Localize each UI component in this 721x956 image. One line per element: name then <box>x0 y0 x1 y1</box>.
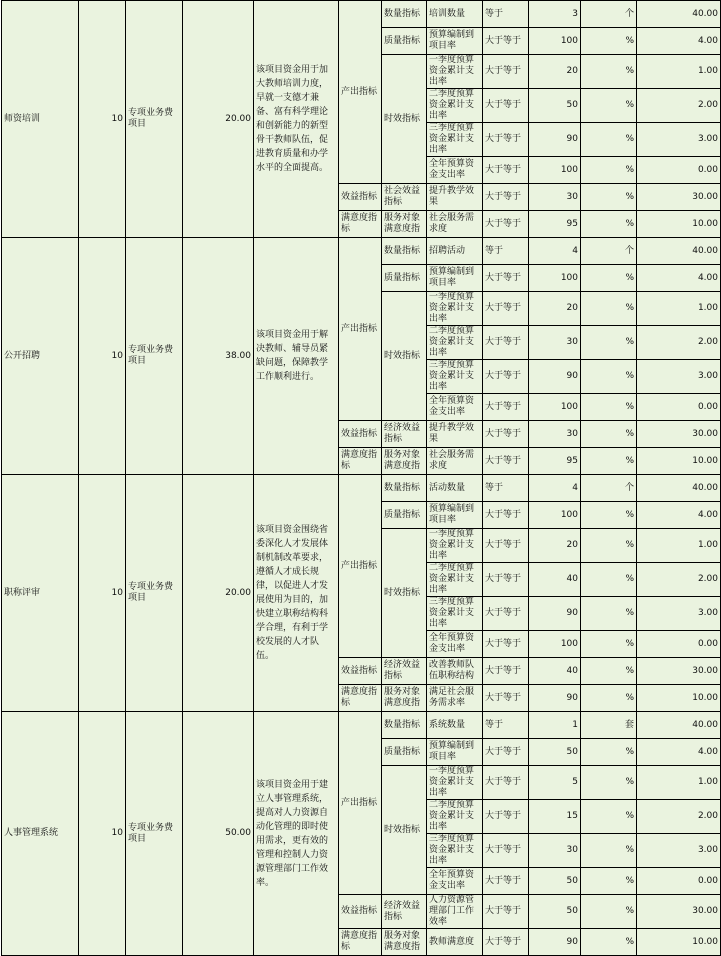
indicator-level1: 产出指标 <box>339 712 382 895</box>
indicator-name: 一季度预算资金累计支出率 <box>427 766 483 800</box>
indicator-level2: 经济效益指标 <box>382 895 427 929</box>
indicator-unit: 个 <box>581 475 637 502</box>
indicator-level2: 数量指标 <box>382 475 427 502</box>
indicator-name: 活动数量 <box>427 475 483 502</box>
indicator-value: 100 <box>529 394 581 421</box>
indicator-name: 全年预算资金支出率 <box>427 631 483 658</box>
indicator-unit: % <box>581 631 637 658</box>
indicator-score: 10.00 <box>637 685 721 712</box>
indicator-operator: 大于等于 <box>483 868 529 895</box>
indicator-unit: % <box>581 895 637 929</box>
indicator-operator: 大于等于 <box>483 211 529 238</box>
indicator-unit: % <box>581 766 637 800</box>
indicator-unit: % <box>581 184 637 211</box>
indicator-operator: 大于等于 <box>483 597 529 631</box>
indicator-unit: % <box>581 868 637 895</box>
indicator-level1: 效益指标 <box>339 658 382 685</box>
indicator-value: 100 <box>529 157 581 184</box>
indicator-value: 5 <box>529 766 581 800</box>
indicator-value: 100 <box>529 28 581 55</box>
indicator-score: 3.00 <box>637 834 721 868</box>
indicator-level2: 服务对象满意度指 <box>382 685 427 712</box>
indicator-operator: 大于等于 <box>483 529 529 563</box>
indicator-operator: 大于等于 <box>483 292 529 326</box>
indicator-operator: 大于等于 <box>483 89 529 123</box>
project-amount: 50.00 <box>183 712 254 956</box>
indicator-operator: 大于等于 <box>483 448 529 475</box>
indicator-operator: 等于 <box>483 1 529 28</box>
indicator-unit: % <box>581 28 637 55</box>
project-category: 专项业务费项目 <box>126 712 183 956</box>
indicator-operator: 大于等于 <box>483 265 529 292</box>
indicator-unit: % <box>581 529 637 563</box>
indicator-level2: 服务对象满意度指 <box>382 211 427 238</box>
indicator-level2: 质量指标 <box>382 502 427 529</box>
indicator-value: 15 <box>529 800 581 834</box>
indicator-level2: 服务对象满意度指 <box>382 448 427 475</box>
indicator-unit: % <box>581 685 637 712</box>
project-level: 10 <box>79 1 126 238</box>
indicator-name: 人力资源管理部门工作效率 <box>427 895 483 929</box>
indicator-name: 三季度预算资金累计支出率 <box>427 597 483 631</box>
indicator-value: 30 <box>529 834 581 868</box>
indicator-operator: 大于等于 <box>483 766 529 800</box>
indicator-level2: 时效指标 <box>382 766 427 895</box>
indicator-value: 100 <box>529 631 581 658</box>
indicator-name: 一季度预算资金累计支出率 <box>427 292 483 326</box>
indicator-value: 50 <box>529 895 581 929</box>
indicator-value: 40 <box>529 658 581 685</box>
indicator-score: 10.00 <box>637 211 721 238</box>
indicator-score: 3.00 <box>637 123 721 157</box>
indicator-unit: % <box>581 89 637 123</box>
indicator-operator: 大于等于 <box>483 563 529 597</box>
project-level: 10 <box>79 238 126 475</box>
indicator-name: 提升教学效果 <box>427 184 483 211</box>
indicator-level1: 效益指标 <box>339 895 382 929</box>
indicator-score: 3.00 <box>637 597 721 631</box>
indicator-name: 二季度预算资金累计支出率 <box>427 563 483 597</box>
indicator-operator: 等于 <box>483 712 529 739</box>
indicator-level2: 经济效益指标 <box>382 658 427 685</box>
indicator-score: 0.00 <box>637 394 721 421</box>
indicator-score: 2.00 <box>637 326 721 360</box>
indicator-operator: 大于等于 <box>483 929 529 956</box>
indicator-name: 预算编制到项目率 <box>427 502 483 529</box>
indicator-level1: 产出指标 <box>339 238 382 421</box>
indicator-operator: 大于等于 <box>483 895 529 929</box>
indicator-value: 30 <box>529 184 581 211</box>
indicator-unit: 个 <box>581 1 637 28</box>
indicator-score: 40.00 <box>637 475 721 502</box>
project-category: 专项业务费项目 <box>126 238 183 475</box>
indicator-operator: 大于等于 <box>483 326 529 360</box>
indicator-name: 二季度预算资金累计支出率 <box>427 800 483 834</box>
indicator-score: 30.00 <box>637 421 721 448</box>
indicator-name: 满足社会服务需求率 <box>427 685 483 712</box>
indicator-value: 20 <box>529 55 581 89</box>
indicator-name: 全年预算资金支出率 <box>427 394 483 421</box>
indicator-value: 1 <box>529 712 581 739</box>
indicator-operator: 大于等于 <box>483 55 529 89</box>
indicator-value: 100 <box>529 502 581 529</box>
project-description: 该项目资金用于解决教师、辅导员紧缺问题，保障教学工作顺利进行。 <box>254 238 339 475</box>
indicator-value: 50 <box>529 868 581 895</box>
indicator-level2: 时效指标 <box>382 529 427 658</box>
indicator-level2: 经济效益指标 <box>382 421 427 448</box>
indicator-name: 预算编制到项目率 <box>427 265 483 292</box>
indicator-unit: % <box>581 421 637 448</box>
project-amount: 38.00 <box>183 238 254 475</box>
indicator-name: 全年预算资金支出率 <box>427 868 483 895</box>
indicator-score: 1.00 <box>637 766 721 800</box>
indicator-operator: 大于等于 <box>483 184 529 211</box>
indicator-unit: 个 <box>581 238 637 265</box>
indicator-unit: % <box>581 448 637 475</box>
indicator-value: 3 <box>529 1 581 28</box>
indicator-value: 90 <box>529 360 581 394</box>
indicator-level2: 数量指标 <box>382 712 427 739</box>
indicator-score: 2.00 <box>637 800 721 834</box>
table-row <box>2 238 721 265</box>
indicator-level2: 数量指标 <box>382 238 427 265</box>
indicator-level1: 满意度指标 <box>339 448 382 475</box>
indicator-name: 社会服务需求度 <box>427 211 483 238</box>
indicator-level1: 满意度指标 <box>339 685 382 712</box>
indicator-unit: % <box>581 211 637 238</box>
indicator-value: 50 <box>529 739 581 766</box>
indicator-value: 50 <box>529 89 581 123</box>
table-row <box>2 1 721 28</box>
indicator-value: 20 <box>529 292 581 326</box>
indicator-value: 90 <box>529 929 581 956</box>
indicator-name: 教师满意度 <box>427 929 483 956</box>
indicator-unit: % <box>581 739 637 766</box>
indicator-name: 一季度预算资金累计支出率 <box>427 55 483 89</box>
table-row <box>2 475 721 502</box>
indicator-operator: 大于等于 <box>483 800 529 834</box>
indicator-name: 预算编制到项目率 <box>427 28 483 55</box>
indicator-name: 改善教师队伍职称结构 <box>427 658 483 685</box>
indicator-name: 系统数量 <box>427 712 483 739</box>
indicator-score: 0.00 <box>637 631 721 658</box>
project-level: 10 <box>79 475 126 712</box>
indicator-operator: 大于等于 <box>483 658 529 685</box>
indicator-value: 90 <box>529 685 581 712</box>
indicator-level1: 满意度指标 <box>339 211 382 238</box>
indicator-score: 3.00 <box>637 360 721 394</box>
indicator-unit: % <box>581 123 637 157</box>
indicator-score: 1.00 <box>637 292 721 326</box>
indicator-name: 社会服务需求度 <box>427 448 483 475</box>
indicator-value: 95 <box>529 448 581 475</box>
indicator-operator: 大于等于 <box>483 28 529 55</box>
indicator-operator: 大于等于 <box>483 394 529 421</box>
indicator-score: 0.00 <box>637 868 721 895</box>
indicator-level2: 社会效益指标 <box>382 184 427 211</box>
performance-goals-table <box>1 0 721 956</box>
indicator-name: 二季度预算资金累计支出率 <box>427 326 483 360</box>
indicator-name: 全年预算资金支出率 <box>427 157 483 184</box>
indicator-operator: 大于等于 <box>483 157 529 184</box>
indicator-name: 一季度预算资金累计支出率 <box>427 529 483 563</box>
indicator-score: 0.00 <box>637 157 721 184</box>
indicator-unit: % <box>581 502 637 529</box>
table-row <box>2 712 721 739</box>
indicator-level1: 产出指标 <box>339 475 382 658</box>
indicator-operator: 大于等于 <box>483 834 529 868</box>
indicator-unit: % <box>581 326 637 360</box>
indicator-value: 40 <box>529 563 581 597</box>
indicator-value: 4 <box>529 475 581 502</box>
indicator-unit: % <box>581 394 637 421</box>
indicator-operator: 大于等于 <box>483 631 529 658</box>
indicator-score: 1.00 <box>637 55 721 89</box>
indicator-level2: 数量指标 <box>382 1 427 28</box>
indicator-name: 三季度预算资金累计支出率 <box>427 123 483 157</box>
indicator-score: 2.00 <box>637 563 721 597</box>
indicator-score: 30.00 <box>637 184 721 211</box>
indicator-unit: % <box>581 563 637 597</box>
indicator-value: 30 <box>529 326 581 360</box>
indicator-name: 三季度预算资金累计支出率 <box>427 360 483 394</box>
project-description: 该项目资金围绕省委深化人才发展体制机制改革要求，遵循人才成长规律，以促进人才发展使用为目的，加快建立职称结构科学合理，有利于学校发展的人才队伍。 <box>254 475 339 712</box>
indicator-operator: 等于 <box>483 238 529 265</box>
indicator-unit: % <box>581 292 637 326</box>
indicator-value: 30 <box>529 421 581 448</box>
indicator-score: 2.00 <box>637 89 721 123</box>
indicator-level2: 质量指标 <box>382 739 427 766</box>
indicator-value: 90 <box>529 123 581 157</box>
indicator-level1: 产出指标 <box>339 1 382 184</box>
indicator-value: 90 <box>529 597 581 631</box>
project-name: 人事管理系统 <box>2 712 79 956</box>
indicator-unit: 套 <box>581 712 637 739</box>
indicator-name: 预算编制到项目率 <box>427 739 483 766</box>
indicator-operator: 等于 <box>483 475 529 502</box>
indicator-value: 20 <box>529 529 581 563</box>
indicator-name: 培训数量 <box>427 1 483 28</box>
project-name: 职称评审 <box>2 475 79 712</box>
indicator-unit: % <box>581 55 637 89</box>
indicator-operator: 大于等于 <box>483 360 529 394</box>
indicator-operator: 大于等于 <box>483 123 529 157</box>
indicator-value: 4 <box>529 238 581 265</box>
indicator-operator: 大于等于 <box>483 421 529 448</box>
indicator-score: 40.00 <box>637 1 721 28</box>
indicator-operator: 大于等于 <box>483 739 529 766</box>
indicator-name: 三季度预算资金累计支出率 <box>427 834 483 868</box>
indicator-name: 招聘活动 <box>427 238 483 265</box>
indicator-unit: % <box>581 834 637 868</box>
indicator-unit: % <box>581 265 637 292</box>
project-name: 师资培训 <box>2 1 79 238</box>
indicator-level2: 时效指标 <box>382 55 427 184</box>
indicator-score: 10.00 <box>637 448 721 475</box>
indicator-score: 40.00 <box>637 238 721 265</box>
indicator-score: 4.00 <box>637 502 721 529</box>
project-level: 10 <box>79 712 126 956</box>
indicator-operator: 大于等于 <box>483 502 529 529</box>
indicator-value: 95 <box>529 211 581 238</box>
indicator-score: 4.00 <box>637 739 721 766</box>
indicator-unit: % <box>581 597 637 631</box>
indicator-name: 提升教学效果 <box>427 421 483 448</box>
indicator-score: 1.00 <box>637 529 721 563</box>
project-category: 专项业务费项目 <box>126 1 183 238</box>
indicator-unit: % <box>581 360 637 394</box>
indicator-score: 4.00 <box>637 265 721 292</box>
project-amount: 20.00 <box>183 1 254 238</box>
indicator-level2: 质量指标 <box>382 265 427 292</box>
indicator-level1: 满意度指标 <box>339 929 382 956</box>
indicator-unit: % <box>581 929 637 956</box>
project-description: 该项目资金用于加大教师培训力度，早就一支德才兼备、富有科学理论和创新能力的新型骨干教师队伍，促进教育质量和办学水平的全面提高。 <box>254 1 339 238</box>
indicator-score: 30.00 <box>637 658 721 685</box>
indicator-unit: % <box>581 800 637 834</box>
indicator-score: 40.00 <box>637 712 721 739</box>
indicator-level2: 服务对象满意度指 <box>382 929 427 956</box>
project-amount: 20.00 <box>183 475 254 712</box>
indicator-unit: % <box>581 157 637 184</box>
project-description: 该项目资金用于建立人事管理系统，提高对人力资源自动化管理的即时使用需求，更有效的管理和控制人力资源管理部门工作效率。 <box>254 712 339 956</box>
indicator-value: 100 <box>529 265 581 292</box>
indicator-score: 30.00 <box>637 895 721 929</box>
indicator-level1: 效益指标 <box>339 421 382 448</box>
indicator-score: 10.00 <box>637 929 721 956</box>
indicator-level1: 效益指标 <box>339 184 382 211</box>
indicator-name: 二季度预算资金累计支出率 <box>427 89 483 123</box>
indicator-score: 4.00 <box>637 28 721 55</box>
indicator-level2: 质量指标 <box>382 28 427 55</box>
indicator-unit: % <box>581 658 637 685</box>
project-category: 专项业务费项目 <box>126 475 183 712</box>
indicator-level2: 时效指标 <box>382 292 427 421</box>
indicator-operator: 大于等于 <box>483 685 529 712</box>
project-name: 公开招聘 <box>2 238 79 475</box>
